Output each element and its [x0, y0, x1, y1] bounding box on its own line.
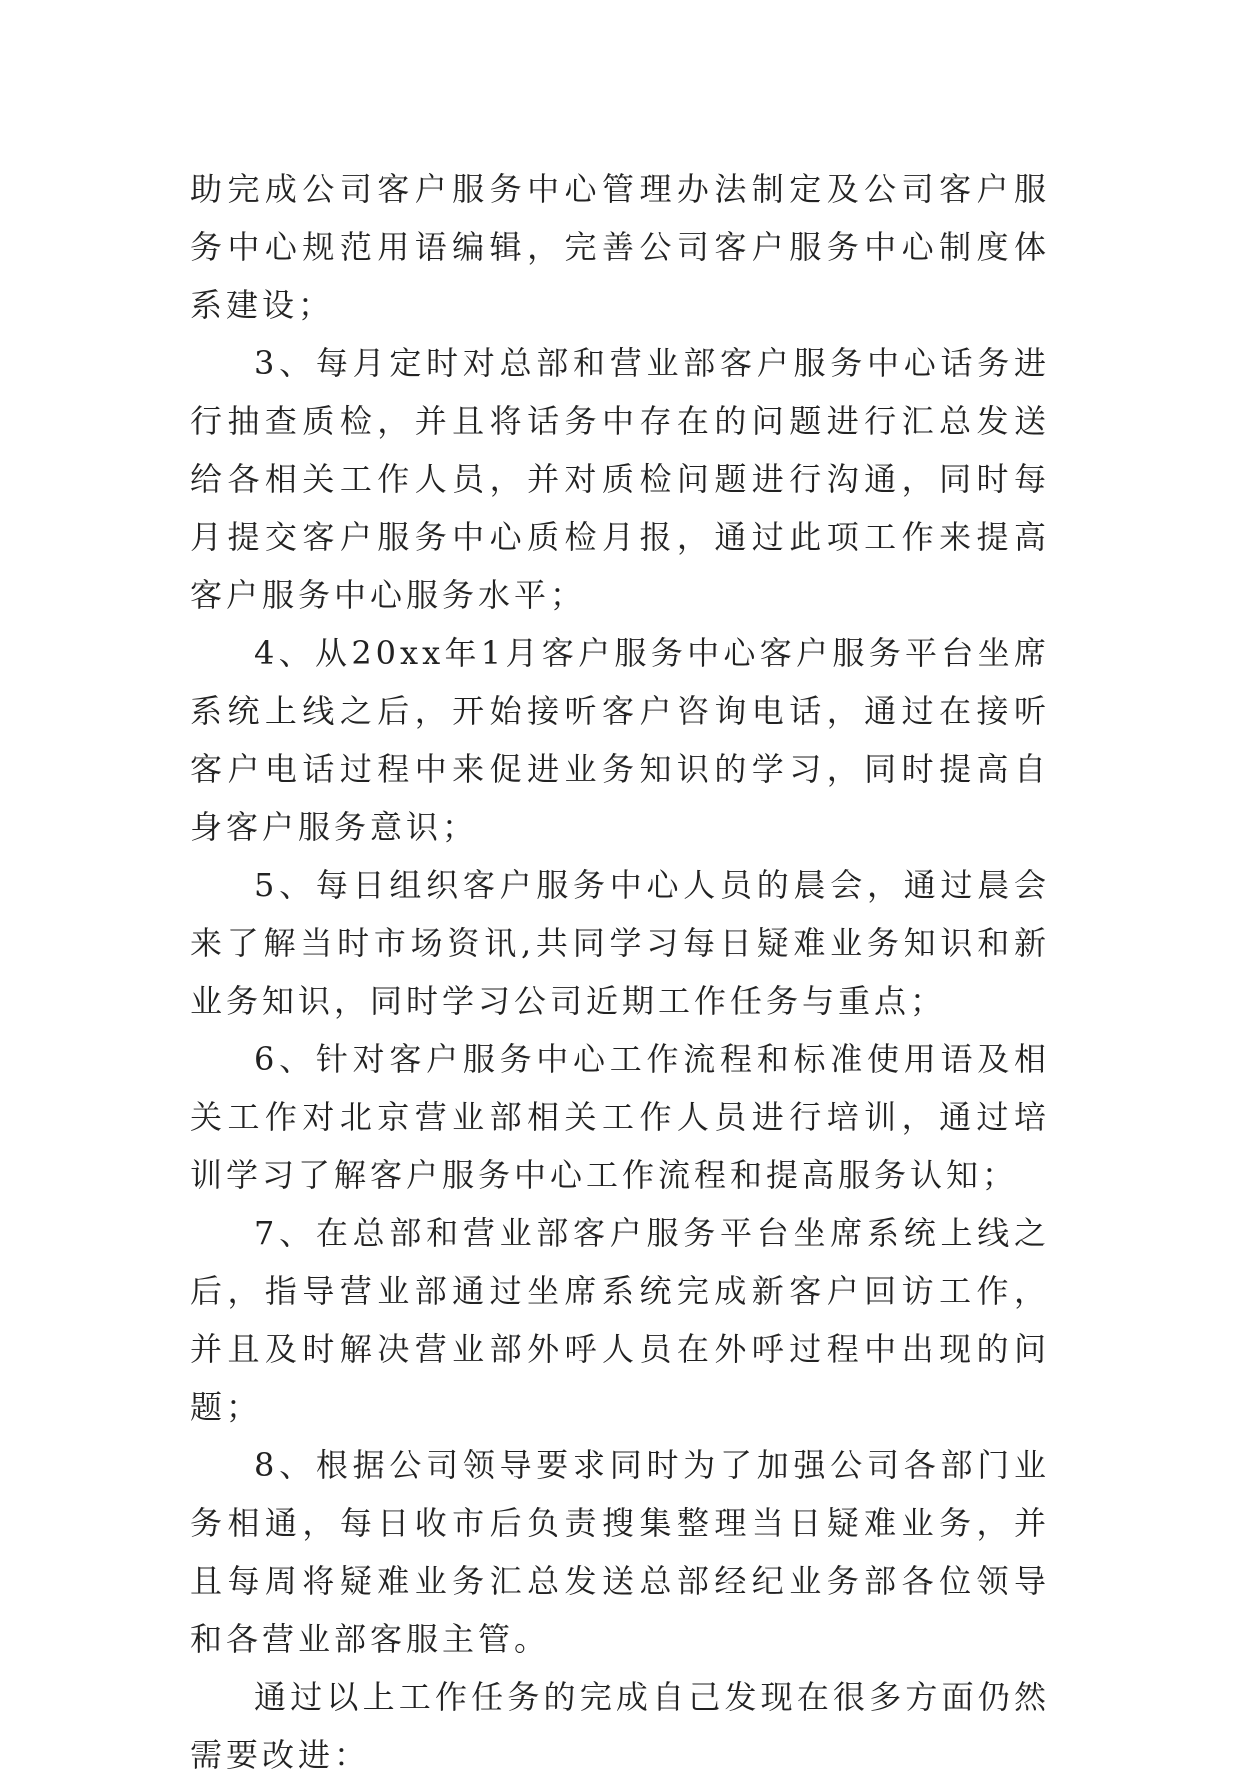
paragraph-summary: 通过以上工作任务的完成自己发现在很多方面仍然需要改进： [190, 1678, 1050, 1774]
paragraph-item-6: 6、针对客户服务中心工作流程和标准使用语及相关工作对北京营业部相关工作人员进行培训，通过培训学习了解客户服务中心工作流程和提高服务认知； [190, 1040, 1050, 1194]
paragraph-item-8: 8、根据公司领导要求同时为了加强公司各部门业务相通，每日收市后负责搜集整理当日疑难业务，并且每周将疑难业务汇总发送总部经纪业务部各位领导和各营业部客服主管。 [190, 1446, 1050, 1658]
paragraph-item-3: 3、每月定时对总部和营业部客户服务中心话务进行抽查质检，并且将话务中存在的问题进行汇总发送给各相关工作人员，并对质检问题进行沟通，同时每月提交客户服务中心质检月报，通过此项工作来提高客户服务中心服务水平； [190, 344, 1050, 614]
paragraph-item-4: 4、从20xx年1月客户服务中心客户服务平台坐席系统上线之后，开始接听客户咨询电话，通过在接听客户电话过程中来促进业务知识的学习，同时提高自身客户服务意识； [190, 634, 1050, 846]
paragraph-item-7: 7、在总部和营业部客户服务平台坐席系统上线之后，指导营业部通过坐席系统完成新客户回访工作，并且及时解决营业部外呼人员在外呼过程中出现的问题； [190, 1214, 1050, 1426]
paragraph-item-5: 5、每日组织客户服务中心人员的晨会，通过晨会来了解当时市场资讯,共同学习每日疑难业务知识和新业务知识，同时学习公司近期工作任务与重点； [190, 866, 1050, 1020]
paragraph-continuation: 助完成公司客户服务中心管理办法制定及公司客户服务中心规范用语编辑，完善公司客户服务中心制度体系建设； [190, 170, 1050, 324]
document-body [190, 160, 1050, 1784]
